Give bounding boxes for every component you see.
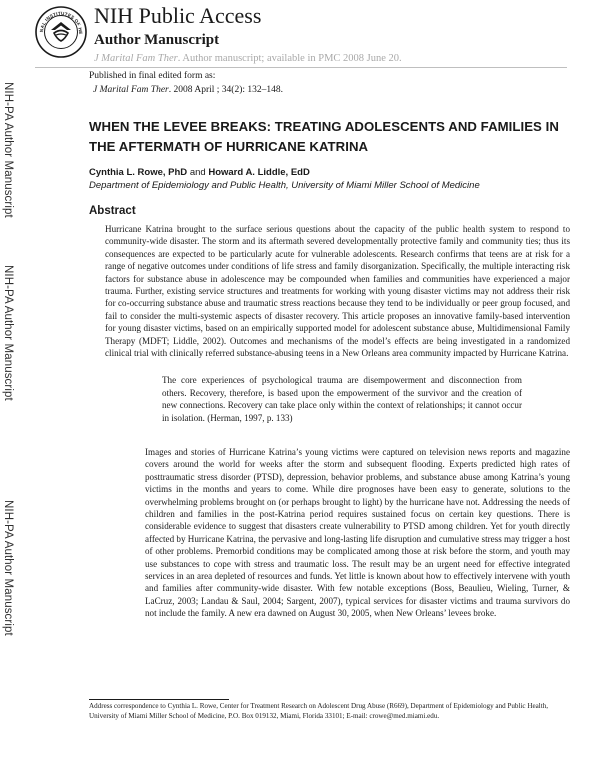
nih-seal-logo xyxy=(35,6,87,58)
side-label-middle xyxy=(3,265,25,415)
author-conjunction: and xyxy=(187,167,209,178)
author-line xyxy=(89,166,310,179)
nih-public-access-title: NIH Public Access xyxy=(94,3,262,28)
citation-line xyxy=(93,84,283,97)
side-label-top xyxy=(3,82,25,232)
journal-abbrev: J Marital Fam Ther xyxy=(94,53,178,64)
citation-journal: J Marital Fam Ther xyxy=(93,85,169,95)
citation-details: . 2008 April ; 34(2): 132–148. xyxy=(168,85,283,95)
correspondence-footnote: Address correspondence to Cynthia L. Rowe, Center for Treatment Research on Adolescent Drug Abuse (R669), Department of Epidemiology and Public Health, University of Miami Miller School of Medicine, P.O. Box 019132, Miami, Florida 33101; E-mail: crowe@med.miami.edu. xyxy=(89,702,549,720)
published-label: Published in final edited form as: xyxy=(89,71,216,81)
side-label-text: NIH-PA Author Manuscript xyxy=(2,82,14,218)
nih-seal-icon xyxy=(35,6,87,58)
epigraph-quote: The core experiences of psychological trauma are disempowerment and disconnection from others. Recovery, therefore, is based upon the empowerment of the survivor and the creation of new connections. Recovery can take place only within the context of relationships; it cannot occur in isolation. (Herman, 1997, p. 133) xyxy=(162,375,522,423)
author-name: Cynthia L. Rowe, PhD xyxy=(89,167,188,178)
seal-lettering: NAL INSTITUTES OF HE xyxy=(38,10,84,35)
availability-text: . Author manuscript; available in PMC 2008 June 20. xyxy=(177,53,402,64)
author-name: Howard A. Liddle, EdD xyxy=(208,167,310,178)
author-affiliation: Department of Epidemiology and Public Health, University of Miami Miller School of Medicine xyxy=(89,180,480,191)
abstract-heading: Abstract xyxy=(89,205,136,217)
side-label-text: NIH-PA Author Manuscript xyxy=(2,500,14,636)
author-manuscript-heading: Author Manuscript xyxy=(94,32,220,48)
body-paragraph: Images and stories of Hurricane Katrina’s young victims were captured on television news reports and magazine covers around the world for weeks after the storm and subsequent flooding. Experts predicted high rates of posttraumatic stress disorder (PTSD), depression, behavior problems, and substance abuse among Katrina’s young victims in the months and years to come. While dire prognoses have been easy to generate, solutions to the overwhelming problems brought on (or perhaps brought to light) by the hurricane have not. Addressing the needs of children and families in the post-Katrina period requires sustained focus on certain key questions. There is considerable evidence to suggest that disasters create vulnerability to PTSD among children. Yet for youth directly affected by Hurricane Katrina, the pervasive and long-lasting life disruption and cumulative stress may trigger a host of other problems. Premorbid conditions may be complicated among those at risk before the storm, and youth may use substances to cope with stress and traumatic loss. The result may be an urgent need for effective integrated services in an area depleted of resources and funds. Yet little is known about how to effectively intervene with youth and families after community-wide disaster. With few notable exceptions (Boss, Beaulieu, Wieling, Turner, & LaCruz, 2003; Landau & Saul, 2004; Sargent, 2007), typical services for disaster victims and trauma survivors do not include the family. A new era dawned on August 30, 2005, when New Orleans’ levees broke. xyxy=(145,447,570,619)
article-title: WHEN THE LEVEE BREAKS: TREATING ADOLESCENTS AND FAMILIES IN THE AFTERMATH OF HURRICANE KATRINA xyxy=(89,119,559,154)
side-label-text: NIH-PA Author Manuscript xyxy=(2,265,14,401)
side-label-bottom xyxy=(3,500,25,650)
footnote-divider xyxy=(89,699,229,700)
abstract-text: Hurricane Katrina brought to the surface serious questions about the capacity of the public health system to respond to community-wide disaster. The storm and its aftermath severed developmentally protective family and community ties; thus its consequences are expected to be particularly acute for vulnerable adolescents. Research confirms that teens are at risk for a range of negative outcomes under conditions of life stress and family disorganization. Specifically, the multiple interacting risk factors for substance abuse in adolescence may be compounded when families and communities have experienced a major trauma. Further, existing service structures and treatments for working with young disaster victims may not address their risk for co-occurring substance abuse and traumatic stress reactions because they tend to be individually or peer group focused, and fail to consider the multi-systemic aspects of disaster recovery. This article proposes an innovative family-based intervention for young disaster victims, based on an empirically supported model for adolescent substance abuse, Multidimensional Family Therapy (MDFT; Liddle, 2002). Outcomes and mechanisms of the model’s effects are being investigated in a randomized clinical trial with clinically referred substance-abusing teens in a New Orleans area community impacted by Hurricane Katrina. xyxy=(105,224,570,359)
header-divider xyxy=(35,67,567,68)
journal-availability-note xyxy=(94,52,402,65)
